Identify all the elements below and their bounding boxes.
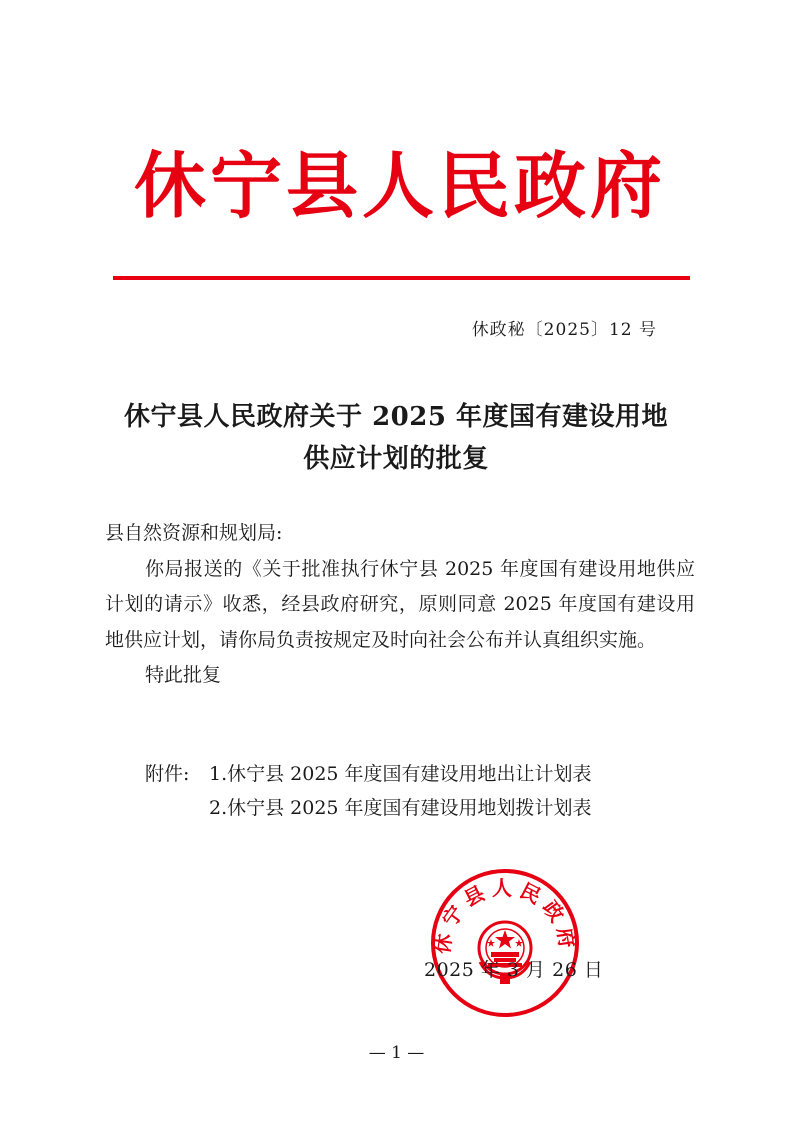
- attachment-item-2: [145, 791, 592, 825]
- body-paragraph: 你局报送的《关于批准执行休宁县 2025 年度国有建设用地供应计划的请示》收悉，经县政府研究，原则同意 2025 年度国有建设用地供应计划，请你局负责按规定及时向社会公布并认真组织实施。: [105, 557, 695, 651]
- seal-text: 休宁县人民政府: [429, 875, 581, 956]
- document-title-line-1: 休宁县人民政府关于 2025 年度国有建设用地: [124, 402, 668, 432]
- masthead-title: 休宁县人民政府: [133, 144, 666, 228]
- official-seal-icon: [428, 866, 582, 1020]
- recipient-line: 县自然资源和规划局:: [105, 522, 283, 544]
- document-body: [105, 516, 695, 694]
- attachment-item-label: 2.休宁县 2025 年度国有建设用地划拨计划表: [209, 797, 592, 819]
- page-number: — 1 —: [368, 1043, 425, 1063]
- document-number: 休政秘〔2025〕12 号: [471, 320, 657, 340]
- document-date: 2025 年 3 月 26 日: [424, 959, 604, 981]
- document-title: [96, 396, 696, 480]
- attachment-item-label: 1.休宁县 2025 年度国有建设用地出让计划表: [209, 763, 592, 785]
- document-title-line-2: 供应计划的批复: [303, 444, 489, 474]
- attachments-label: 附件:: [145, 763, 190, 785]
- masthead-red-rule: [113, 276, 690, 280]
- attachment-item-1: [145, 757, 592, 791]
- closing-line: 特此批复: [145, 664, 222, 686]
- attachments-block: [145, 757, 592, 825]
